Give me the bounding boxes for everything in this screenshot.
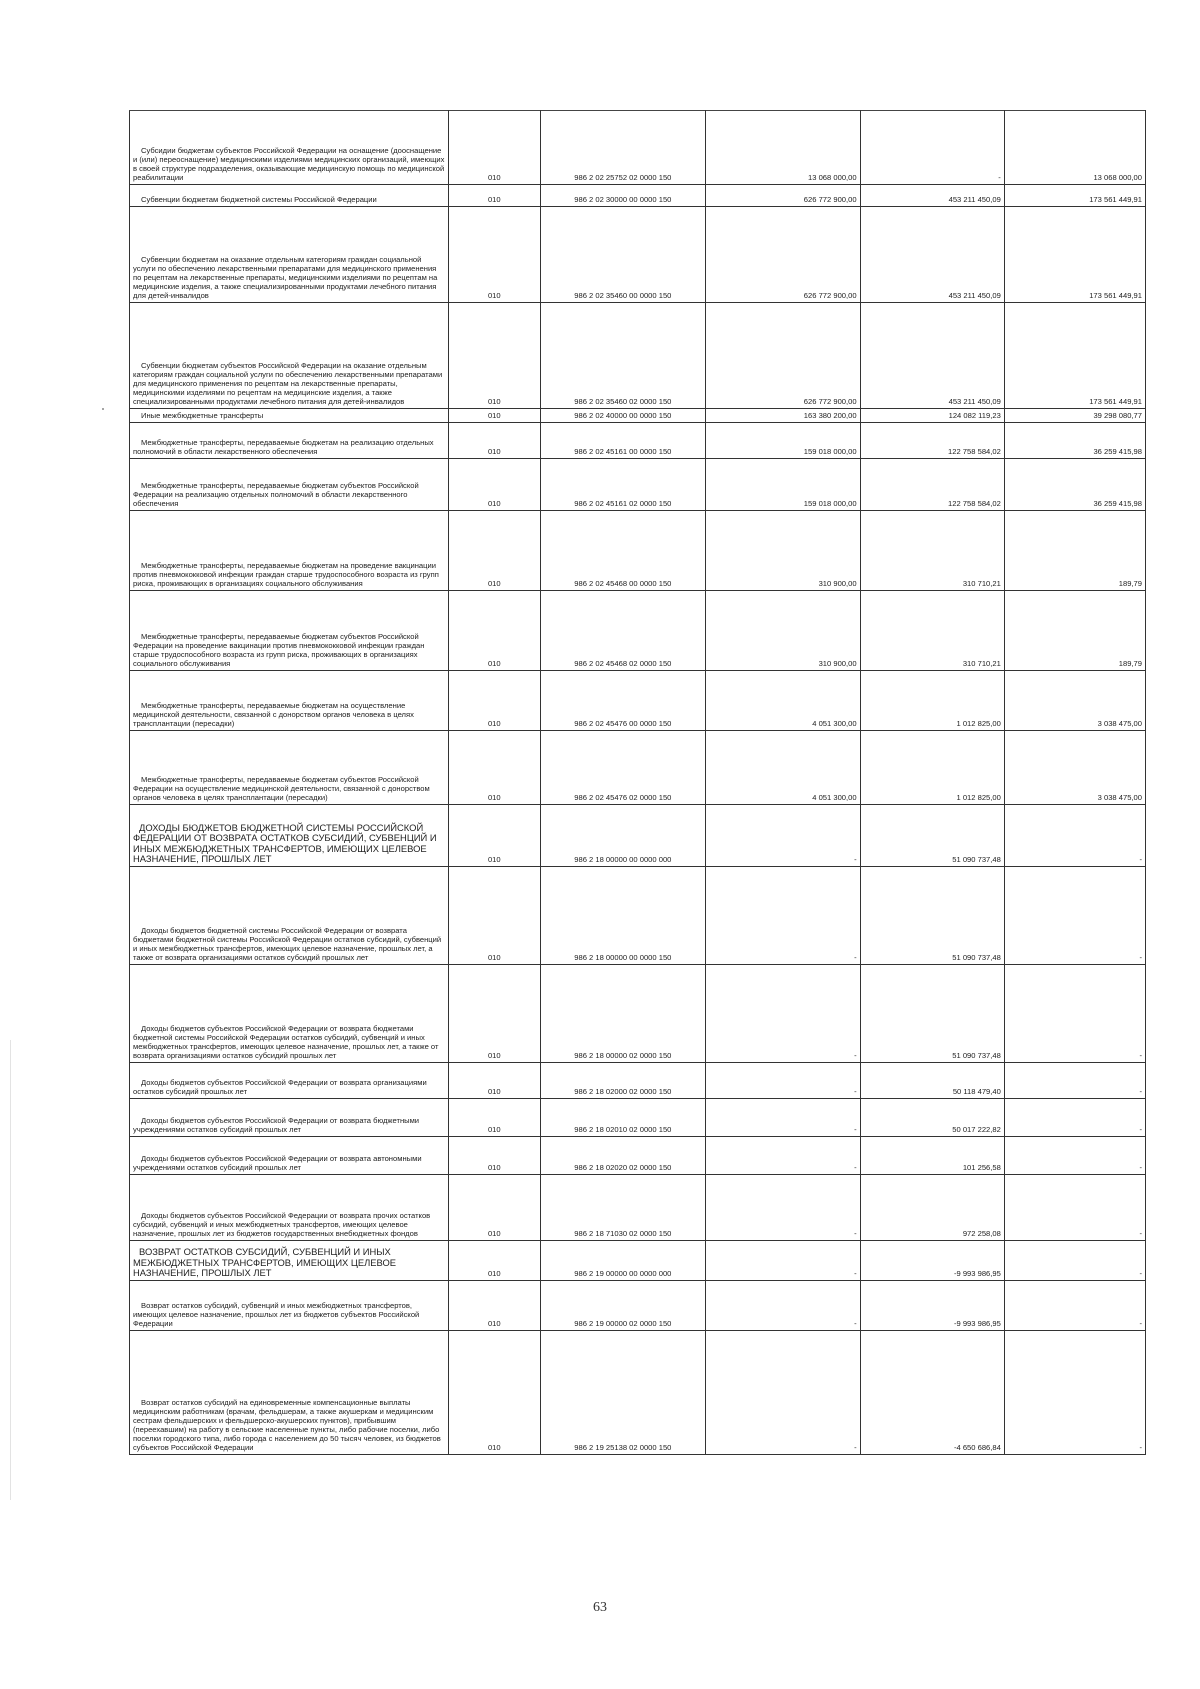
row-rest-cell: - <box>1004 1099 1145 1137</box>
row-kbk-cell: 986 2 02 45161 02 0000 150 <box>540 459 705 511</box>
row-kbk-cell: 986 2 02 45468 02 0000 150 <box>540 591 705 671</box>
row-fact-cell: 51 090 737,48 <box>860 867 1004 965</box>
row-code-cell: 010 <box>448 1281 540 1331</box>
row-name-cell: Межбюджетные трансферты, передаваемые бюджетам субъектов Российской Федерации на осуществление медицинской деятельности, связанной с донорством органов человека в целях трансплантации (пересадки) <box>130 731 449 805</box>
row-rest-cell: - <box>1004 1137 1145 1175</box>
row-rest-cell: 173 561 449,91 <box>1004 207 1145 303</box>
row-rest-cell: 36 259 415,98 <box>1004 423 1145 459</box>
row-rest-cell: 3 038 475,00 <box>1004 731 1145 805</box>
row-name-cell: Доходы бюджетов субъектов Российской Федерации от возврата прочих остатков субсидий, субвенций и иных межбюджетных трансфертов, имеющих целевое назначение, прошлых лет из бюджетов государственных внебюджетных фондов <box>130 1175 449 1241</box>
row-fact-cell: 453 211 450,09 <box>860 303 1004 409</box>
row-fact-cell: 1 012 825,00 <box>860 671 1004 731</box>
row-fact-cell: 101 256,58 <box>860 1137 1004 1175</box>
row-name-cell: Субвенции бюджетам бюджетной системы Российской Федерации <box>130 185 449 207</box>
row-plan-cell: 163 380 200,00 <box>705 409 860 423</box>
table-row <box>130 591 1146 671</box>
row-name-cell: Возврат остатков субсидий, субвенций и иных межбюджетных трансфертов, имеющих целевое назначение, прошлых лет из бюджетов субъектов Российской Федерации <box>130 1281 449 1331</box>
row-name-cell: Доходы бюджетов бюджетной системы Российской Федерации от возврата бюджетами бюджетной системы Российской Федерации остатков субсидий, субвенций и иных межбюджетных трансфертов, имеющих целевое назначение, прошлых лет, а также от возврата организациями остатков субсидий прошлых лет <box>130 867 449 965</box>
row-kbk-cell: 986 2 02 35460 00 0000 150 <box>540 207 705 303</box>
table-row <box>130 1281 1146 1331</box>
row-rest-cell: - <box>1004 1281 1145 1331</box>
row-kbk-cell: 986 2 18 00000 00 0000 000 <box>540 805 705 867</box>
row-code-cell: 010 <box>448 1175 540 1241</box>
row-code-cell: 010 <box>448 207 540 303</box>
row-kbk-cell: 986 2 18 02010 02 0000 150 <box>540 1099 705 1137</box>
row-code-cell: 010 <box>448 591 540 671</box>
row-name-cell: Межбюджетные трансферты, передаваемые бюджетам субъектов Российской Федерации на проведение вакцинации против пневмококковой инфекции граждан старше трудоспособного возраста из групп риска, проживающих в организациях социального обслуживания <box>130 591 449 671</box>
row-fact-cell: 51 090 737,48 <box>860 965 1004 1063</box>
row-kbk-cell: 986 2 19 25138 02 0000 150 <box>540 1331 705 1455</box>
row-name-cell: Доходы бюджетов субъектов Российской Федерации от возврата бюджетными учреждениями остатков субсидий прошлых лет <box>130 1099 449 1137</box>
row-fact-cell: 122 758 584,02 <box>860 423 1004 459</box>
row-plan-cell: 626 772 900,00 <box>705 185 860 207</box>
row-rest-cell: - <box>1004 965 1145 1063</box>
row-fact-cell: -9 993 986,95 <box>860 1241 1004 1281</box>
row-fact-cell: 51 090 737,48 <box>860 805 1004 867</box>
row-plan-cell: - <box>705 1331 860 1455</box>
table-row <box>130 185 1146 207</box>
row-code-cell: 010 <box>448 965 540 1063</box>
row-name-cell: Иные межбюджетные трансферты <box>130 409 449 423</box>
row-plan-cell: - <box>705 1175 860 1241</box>
scan-edge-mark <box>10 1040 11 1500</box>
row-rest-cell: 13 068 000,00 <box>1004 111 1145 185</box>
row-name-cell: Субсидии бюджетам субъектов Российской Федерации на оснащение (дооснащение и (или) переоснащение) медицинскими изделиями медицинских организаций, имеющих в своей структуре подразделения, оказывающие медицинскую помощь по медицинской реабилитации <box>130 111 449 185</box>
table-row <box>130 1175 1146 1241</box>
row-code-cell: 010 <box>448 423 540 459</box>
row-kbk-cell: 986 2 18 00000 02 0000 150 <box>540 965 705 1063</box>
table-body <box>130 111 1146 1455</box>
row-fact-cell: 310 710,21 <box>860 511 1004 591</box>
row-plan-cell: 13 068 000,00 <box>705 111 860 185</box>
row-fact-cell: 50 118 479,40 <box>860 1063 1004 1099</box>
table-row <box>130 111 1146 185</box>
row-plan-cell: 310 900,00 <box>705 511 860 591</box>
row-kbk-cell: 986 2 02 40000 00 0000 150 <box>540 409 705 423</box>
row-kbk-cell: 986 2 02 45161 00 0000 150 <box>540 423 705 459</box>
row-fact-cell: 50 017 222,82 <box>860 1099 1004 1137</box>
budget-income-table <box>129 110 1146 1455</box>
row-plan-cell: - <box>705 1241 860 1281</box>
row-code-cell: 010 <box>448 1241 540 1281</box>
table-row <box>130 1331 1146 1455</box>
row-kbk-cell: 986 2 18 02000 02 0000 150 <box>540 1063 705 1099</box>
row-name-cell: Межбюджетные трансферты, передаваемые бюджетам на проведение вакцинации против пневмококковой инфекции граждан старше трудоспособного возраста из групп риска, проживающих в организациях социального обслуживания <box>130 511 449 591</box>
table-row <box>130 965 1146 1063</box>
row-name-cell: Межбюджетные трансферты, передаваемые бюджетам субъектов Российской Федерации на реализацию отдельных полномочий в области лекарственного обеспечения <box>130 459 449 511</box>
row-fact-cell: -9 993 986,95 <box>860 1281 1004 1331</box>
row-code-cell: 010 <box>448 671 540 731</box>
row-name-cell: ВОЗВРАТ ОСТАТКОВ СУБСИДИЙ, СУБВЕНЦИЙ И ИНЫХ МЕЖБЮДЖЕТНЫХ ТРАНСФЕРТОВ, ИМЕЮЩИХ ЦЕЛЕВОЕ НАЗНАЧЕНИЕ, ПРОШЛЫХ ЛЕТ <box>130 1241 449 1281</box>
scan-dot <box>102 408 104 410</box>
row-fact-cell: 453 211 450,09 <box>860 207 1004 303</box>
table-row <box>130 731 1146 805</box>
row-fact-cell: 972 258,08 <box>860 1175 1004 1241</box>
row-name-cell: Субвенции бюджетам субъектов Российской Федерации на оказание отдельным категориям граждан социальной услуги по обеспечению лекарственными препаратами для медицинского применения по рецептам на лекарственные препараты, медицинскими изделиями по рецептам на медицинские изделия, а также специализированными продуктами лечебного питания для детей-инвалидов <box>130 303 449 409</box>
row-code-cell: 010 <box>448 511 540 591</box>
row-name-cell: Доходы бюджетов субъектов Российской Федерации от возврата организациями остатков субсидий прошлых лет <box>130 1063 449 1099</box>
row-plan-cell: - <box>705 805 860 867</box>
table-row <box>130 1241 1146 1281</box>
row-code-cell: 010 <box>448 867 540 965</box>
row-rest-cell: 36 259 415,98 <box>1004 459 1145 511</box>
table-row <box>130 805 1146 867</box>
row-code-cell: 010 <box>448 303 540 409</box>
row-kbk-cell: 986 2 18 02020 02 0000 150 <box>540 1137 705 1175</box>
row-code-cell: 010 <box>448 111 540 185</box>
row-code-cell: 010 <box>448 731 540 805</box>
row-fact-cell: 453 211 450,09 <box>860 185 1004 207</box>
row-kbk-cell: 986 2 02 45476 00 0000 150 <box>540 671 705 731</box>
row-plan-cell: - <box>705 1137 860 1175</box>
row-fact-cell: 124 082 119,23 <box>860 409 1004 423</box>
table-row <box>130 1063 1146 1099</box>
row-code-cell: 010 <box>448 459 540 511</box>
row-code-cell: 010 <box>448 1137 540 1175</box>
table-row <box>130 867 1146 965</box>
table-row <box>130 1137 1146 1175</box>
row-plan-cell: 4 051 300,00 <box>705 671 860 731</box>
row-name-cell: Доходы бюджетов субъектов Российской Федерации от возврата бюджетами бюджетной системы Российской Федерации остатков субсидий, субвенций и иных межбюджетных трансфертов, имеющих целевое назначение, прошлых лет, а также от возврата организациями остатков субсидий прошлых лет <box>130 965 449 1063</box>
row-plan-cell: - <box>705 1281 860 1331</box>
table-row <box>130 1099 1146 1137</box>
row-kbk-cell: 986 2 02 30000 00 0000 150 <box>540 185 705 207</box>
row-kbk-cell: 986 2 02 45468 00 0000 150 <box>540 511 705 591</box>
table-row <box>130 511 1146 591</box>
row-fact-cell: 310 710,21 <box>860 591 1004 671</box>
row-plan-cell: - <box>705 867 860 965</box>
table-row <box>130 303 1146 409</box>
row-fact-cell: -4 650 686,84 <box>860 1331 1004 1455</box>
table-row <box>130 671 1146 731</box>
row-rest-cell: 173 561 449,91 <box>1004 303 1145 409</box>
row-plan-cell: 626 772 900,00 <box>705 207 860 303</box>
row-rest-cell: - <box>1004 1331 1145 1455</box>
row-name-cell: ДОХОДЫ БЮДЖЕТОВ БЮДЖЕТНОЙ СИСТЕМЫ РОССИЙСКОЙ ФЕДЕРАЦИИ ОТ ВОЗВРАТА ОСТАТКОВ СУБСИДИЙ, СУБВЕНЦИЙ И ИНЫХ МЕЖБЮДЖЕТНЫХ ТРАНСФЕРТОВ, ИМЕЮЩИХ ЦЕЛЕВОЕ НАЗНАЧЕНИЕ, ПРОШЛЫХ ЛЕТ <box>130 805 449 867</box>
row-code-cell: 010 <box>448 1099 540 1137</box>
row-plan-cell: 159 018 000,00 <box>705 423 860 459</box>
row-name-cell: Доходы бюджетов субъектов Российской Федерации от возврата автономными учреждениями остатков субсидий прошлых лет <box>130 1137 449 1175</box>
row-fact-cell: 122 758 584,02 <box>860 459 1004 511</box>
row-kbk-cell: 986 2 18 71030 02 0000 150 <box>540 1175 705 1241</box>
row-rest-cell: - <box>1004 1063 1145 1099</box>
row-plan-cell: - <box>705 965 860 1063</box>
row-kbk-cell: 986 2 02 35460 02 0000 150 <box>540 303 705 409</box>
row-fact-cell: - <box>860 111 1004 185</box>
table-row <box>130 459 1146 511</box>
row-plan-cell: 4 051 300,00 <box>705 731 860 805</box>
row-rest-cell: - <box>1004 867 1145 965</box>
row-fact-cell: 1 012 825,00 <box>860 731 1004 805</box>
row-kbk-cell: 986 2 19 00000 02 0000 150 <box>540 1281 705 1331</box>
row-plan-cell: - <box>705 1063 860 1099</box>
row-code-cell: 010 <box>448 1331 540 1455</box>
row-kbk-cell: 986 2 02 25752 02 0000 150 <box>540 111 705 185</box>
row-name-cell: Возврат остатков субсидий на единовременные компенсационные выплаты медицинским работникам (врачам, фельдшерам, а также акушеркам и медицинским сестрам фельдшерских и фельдшерско-акушерских пунктов), прибывшим (переехавшим) на работу в сельские населенные пункты, либо рабочие поселки, либо поселки городского типа, либо города с населением до 50 тысяч человек, из бюджетов субъектов Российской Федерации <box>130 1331 449 1455</box>
row-plan-cell: - <box>705 1099 860 1137</box>
row-rest-cell: - <box>1004 1175 1145 1241</box>
row-kbk-cell: 986 2 19 00000 00 0000 000 <box>540 1241 705 1281</box>
row-code-cell: 010 <box>448 1063 540 1099</box>
row-rest-cell: - <box>1004 1241 1145 1281</box>
row-rest-cell: 189,79 <box>1004 591 1145 671</box>
row-code-cell: 010 <box>448 409 540 423</box>
row-name-cell: Межбюджетные трансферты, передаваемые бюджетам на реализацию отдельных полномочий в области лекарственного обеспечения <box>130 423 449 459</box>
row-plan-cell: 159 018 000,00 <box>705 459 860 511</box>
row-plan-cell: 310 900,00 <box>705 591 860 671</box>
row-code-cell: 010 <box>448 185 540 207</box>
row-name-cell: Межбюджетные трансферты, передаваемые бюджетам на осуществление медицинской деятельности, связанной с донорством органов человека в целях трансплантации (пересадки) <box>130 671 449 731</box>
page-number: 63 <box>593 1600 607 1615</box>
row-kbk-cell: 986 2 18 00000 00 0000 150 <box>540 867 705 965</box>
table-row <box>130 423 1146 459</box>
row-rest-cell: 3 038 475,00 <box>1004 671 1145 731</box>
table-row <box>130 207 1146 303</box>
row-rest-cell: 39 298 080,77 <box>1004 409 1145 423</box>
row-kbk-cell: 986 2 02 45476 02 0000 150 <box>540 731 705 805</box>
row-name-cell: Субвенции бюджетам на оказание отдельным категориям граждан социальной услуги по обеспечению лекарственными препаратами для медицинского применения по рецептам на лекарственные препараты, медицинскими изделиями по рецептам на медицинские изделия, а также специализированными продуктами лечебного питания для детей-инвалидов <box>130 207 449 303</box>
row-rest-cell: 173 561 449,91 <box>1004 185 1145 207</box>
row-code-cell: 010 <box>448 805 540 867</box>
row-rest-cell: 189,79 <box>1004 511 1145 591</box>
row-rest-cell: - <box>1004 805 1145 867</box>
table-row <box>130 409 1146 423</box>
row-plan-cell: 626 772 900,00 <box>705 303 860 409</box>
